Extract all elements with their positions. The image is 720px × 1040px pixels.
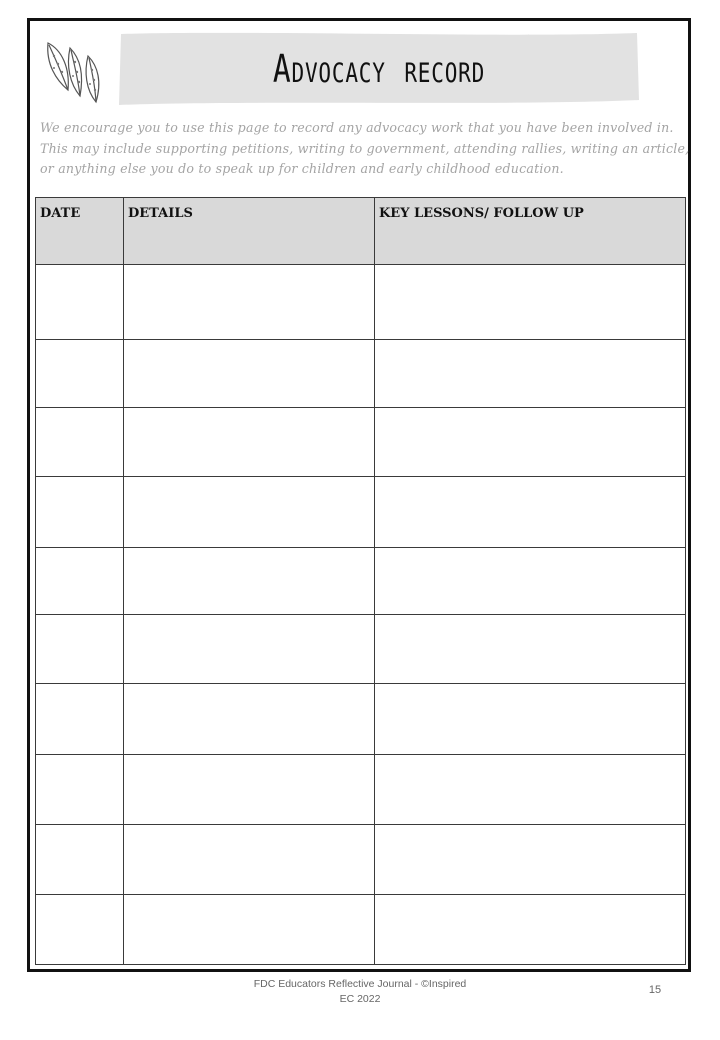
details-cell[interactable] xyxy=(124,408,375,477)
key-lessons-cell[interactable] xyxy=(375,408,686,477)
date-cell[interactable] xyxy=(36,265,124,340)
key-lessons-cell[interactable] xyxy=(375,825,686,895)
intro-text xyxy=(40,118,690,180)
date-cell[interactable] xyxy=(36,477,124,548)
date-cell[interactable] xyxy=(36,684,124,755)
details-cell[interactable] xyxy=(124,477,375,548)
intro-line: or anything else you do to speak up for children and early childhood education. xyxy=(40,161,564,176)
title-banner xyxy=(117,30,641,108)
date-cell[interactable] xyxy=(36,895,124,965)
footer-credit xyxy=(240,977,480,1007)
details-cell[interactable] xyxy=(124,615,375,684)
footer-line: EC 2022 xyxy=(339,993,381,1005)
table-row xyxy=(36,265,686,340)
advocacy-table xyxy=(35,197,686,965)
intro-line: This may include supporting petitions, writing to government, attending rallies, writing an article, xyxy=(40,140,690,156)
key-lessons-cell[interactable] xyxy=(375,684,686,755)
date-cell[interactable] xyxy=(36,755,124,825)
table-row xyxy=(36,408,686,477)
table-row xyxy=(36,615,686,684)
page-number: 15 xyxy=(648,984,662,996)
leaves-icon xyxy=(40,38,110,108)
page-title: Advocacy record xyxy=(272,47,486,91)
table-row xyxy=(36,684,686,755)
table-row xyxy=(36,825,686,895)
key-lessons-cell[interactable] xyxy=(375,895,686,965)
date-cell[interactable] xyxy=(36,548,124,615)
header-date: DATE xyxy=(36,198,124,265)
details-cell[interactable] xyxy=(124,684,375,755)
footer-line: FDC Educators Reflective Journal - ©Inspired xyxy=(253,978,467,990)
intro-line: We encourage you to use this page to record any advocacy work that you have been involved in. xyxy=(40,120,674,135)
date-cell[interactable] xyxy=(36,408,124,477)
details-cell[interactable] xyxy=(124,340,375,408)
header-details: DETAILS xyxy=(124,198,375,265)
details-cell[interactable] xyxy=(124,548,375,615)
details-cell[interactable] xyxy=(124,825,375,895)
table-row xyxy=(36,340,686,408)
table-row xyxy=(36,477,686,548)
table-row xyxy=(36,548,686,615)
date-cell[interactable] xyxy=(36,340,124,408)
details-cell[interactable] xyxy=(124,895,375,965)
key-lessons-cell[interactable] xyxy=(375,615,686,684)
key-lessons-cell[interactable] xyxy=(375,548,686,615)
details-cell[interactable] xyxy=(124,755,375,825)
key-lessons-cell[interactable] xyxy=(375,755,686,825)
details-cell[interactable] xyxy=(124,265,375,340)
table-header-row xyxy=(36,198,686,265)
key-lessons-cell[interactable] xyxy=(375,265,686,340)
table-row xyxy=(36,895,686,965)
date-cell[interactable] xyxy=(36,825,124,895)
key-lessons-cell[interactable] xyxy=(375,340,686,408)
date-cell[interactable] xyxy=(36,615,124,684)
table-row xyxy=(36,755,686,825)
key-lessons-cell[interactable] xyxy=(375,477,686,548)
header-key-lessons: KEY LESSONS/ FOLLOW UP xyxy=(375,198,686,265)
